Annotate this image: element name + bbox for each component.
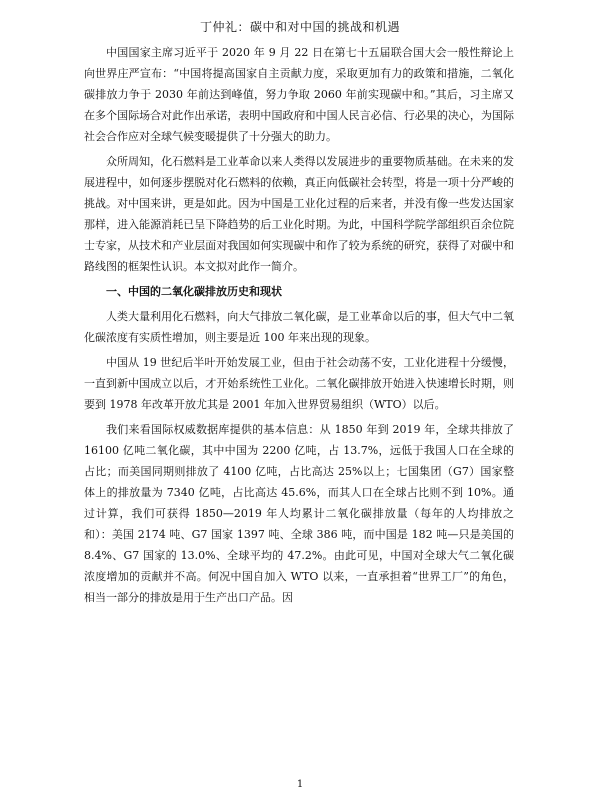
section-heading: 一、中国的二氧化碳排放历史和现状 [106,285,282,298]
paragraph: 中国从 19 世纪后半叶开始发展工业，但由于社会动荡不安，工业化进程十分缓慢，一直到新中国成立以后，才开始系统性工业化。二氧化碳排放开始进入快速增长时期，则要到 1978 年改革开放尤其是 2001 年加入世界贸易组织（WTO）以后。 [84,356,514,411]
paragraph: 众所周知，化石燃料是工业革命以来人类得以发展进步的重要物质基础。在未来的发展进程中，如何逐步摆脱对化石燃料的依赖，真正向低碳社会转型，将是一项十分严峻的挑战。对中国来讲，更是如此。因为中国是工业化过程的后来者，并没有像一些发达国家那样，进入能源消耗已呈下降趋势的后工业化时期。为此，中国科学院学部组织百余位院士专家，从技术和产业层面对我国如何实现碳中和作了较为系统的研究，获得了对碳中和路线图的框架性认识。本文拟对此作一简介。 [84,155,514,273]
paragraph: 人类大量利用化石燃料，向大气排放二氧化碳，是工业革命以后的事，但大气中二氧化碳浓度有实质性增加，则主要是近 100 年来出现的现象。 [84,310,514,344]
document-title: 丁仲礼：碳中和对中国的挑战和机遇 [199,20,400,34]
paragraph: 我们来看国际权威数据库提供的基本信息：从 1850 年到 2019 年，全球共排放了 16100 亿吨二氧化碳，其中中国为 2200 亿吨，占 13.7%，远低于我国人口在全球的占比；而美国同期则排放了 4100 亿吨，占比高达 25%以上；七国集团（G7）国家整体上的排放量为 7340 亿吨，占比高达 45.6%，而其人口在全球占比则不到 10%。通过计算，我们可获得 1850—2019 年人均累计二氧化碳排放量（每年的人均排放之和）：美国 2174 吨、G7 国家 1397 吨、全球 386 吨，而中国是 182 吨—只是美国的 8.4%、G7 国家的 13.0%、全球平均的 47.2%。由此可见，中国对全球大气二氧化碳浓度增加的贡献并不高。何况中国自加入 WTO 以来，一直承担着“世界工厂”的角色，相当一部分的排放是用于生产出口产品。因 [84,423,514,604]
document-body [84,42,514,612]
page-number: 1 [296,779,304,790]
paragraph: 中国国家主席习近平于 2020 年 9 月 22 日在第七十五届联合国大会一般性辩论上向世界庄严宣布：“中国将提高国家自主贡献力度，采取更加有力的政策和措施，二氧化碳排放力争于 2030 年前达到峰值，努力争取 2060 年前实现碳中和。”其后，习主席又在多个国际场合对此作出承诺，表明中国政府和中国人民言必信、行必果的决心，为国际社会合作应对全球气候变暖提供了十分强大的助力。 [84,46,514,143]
